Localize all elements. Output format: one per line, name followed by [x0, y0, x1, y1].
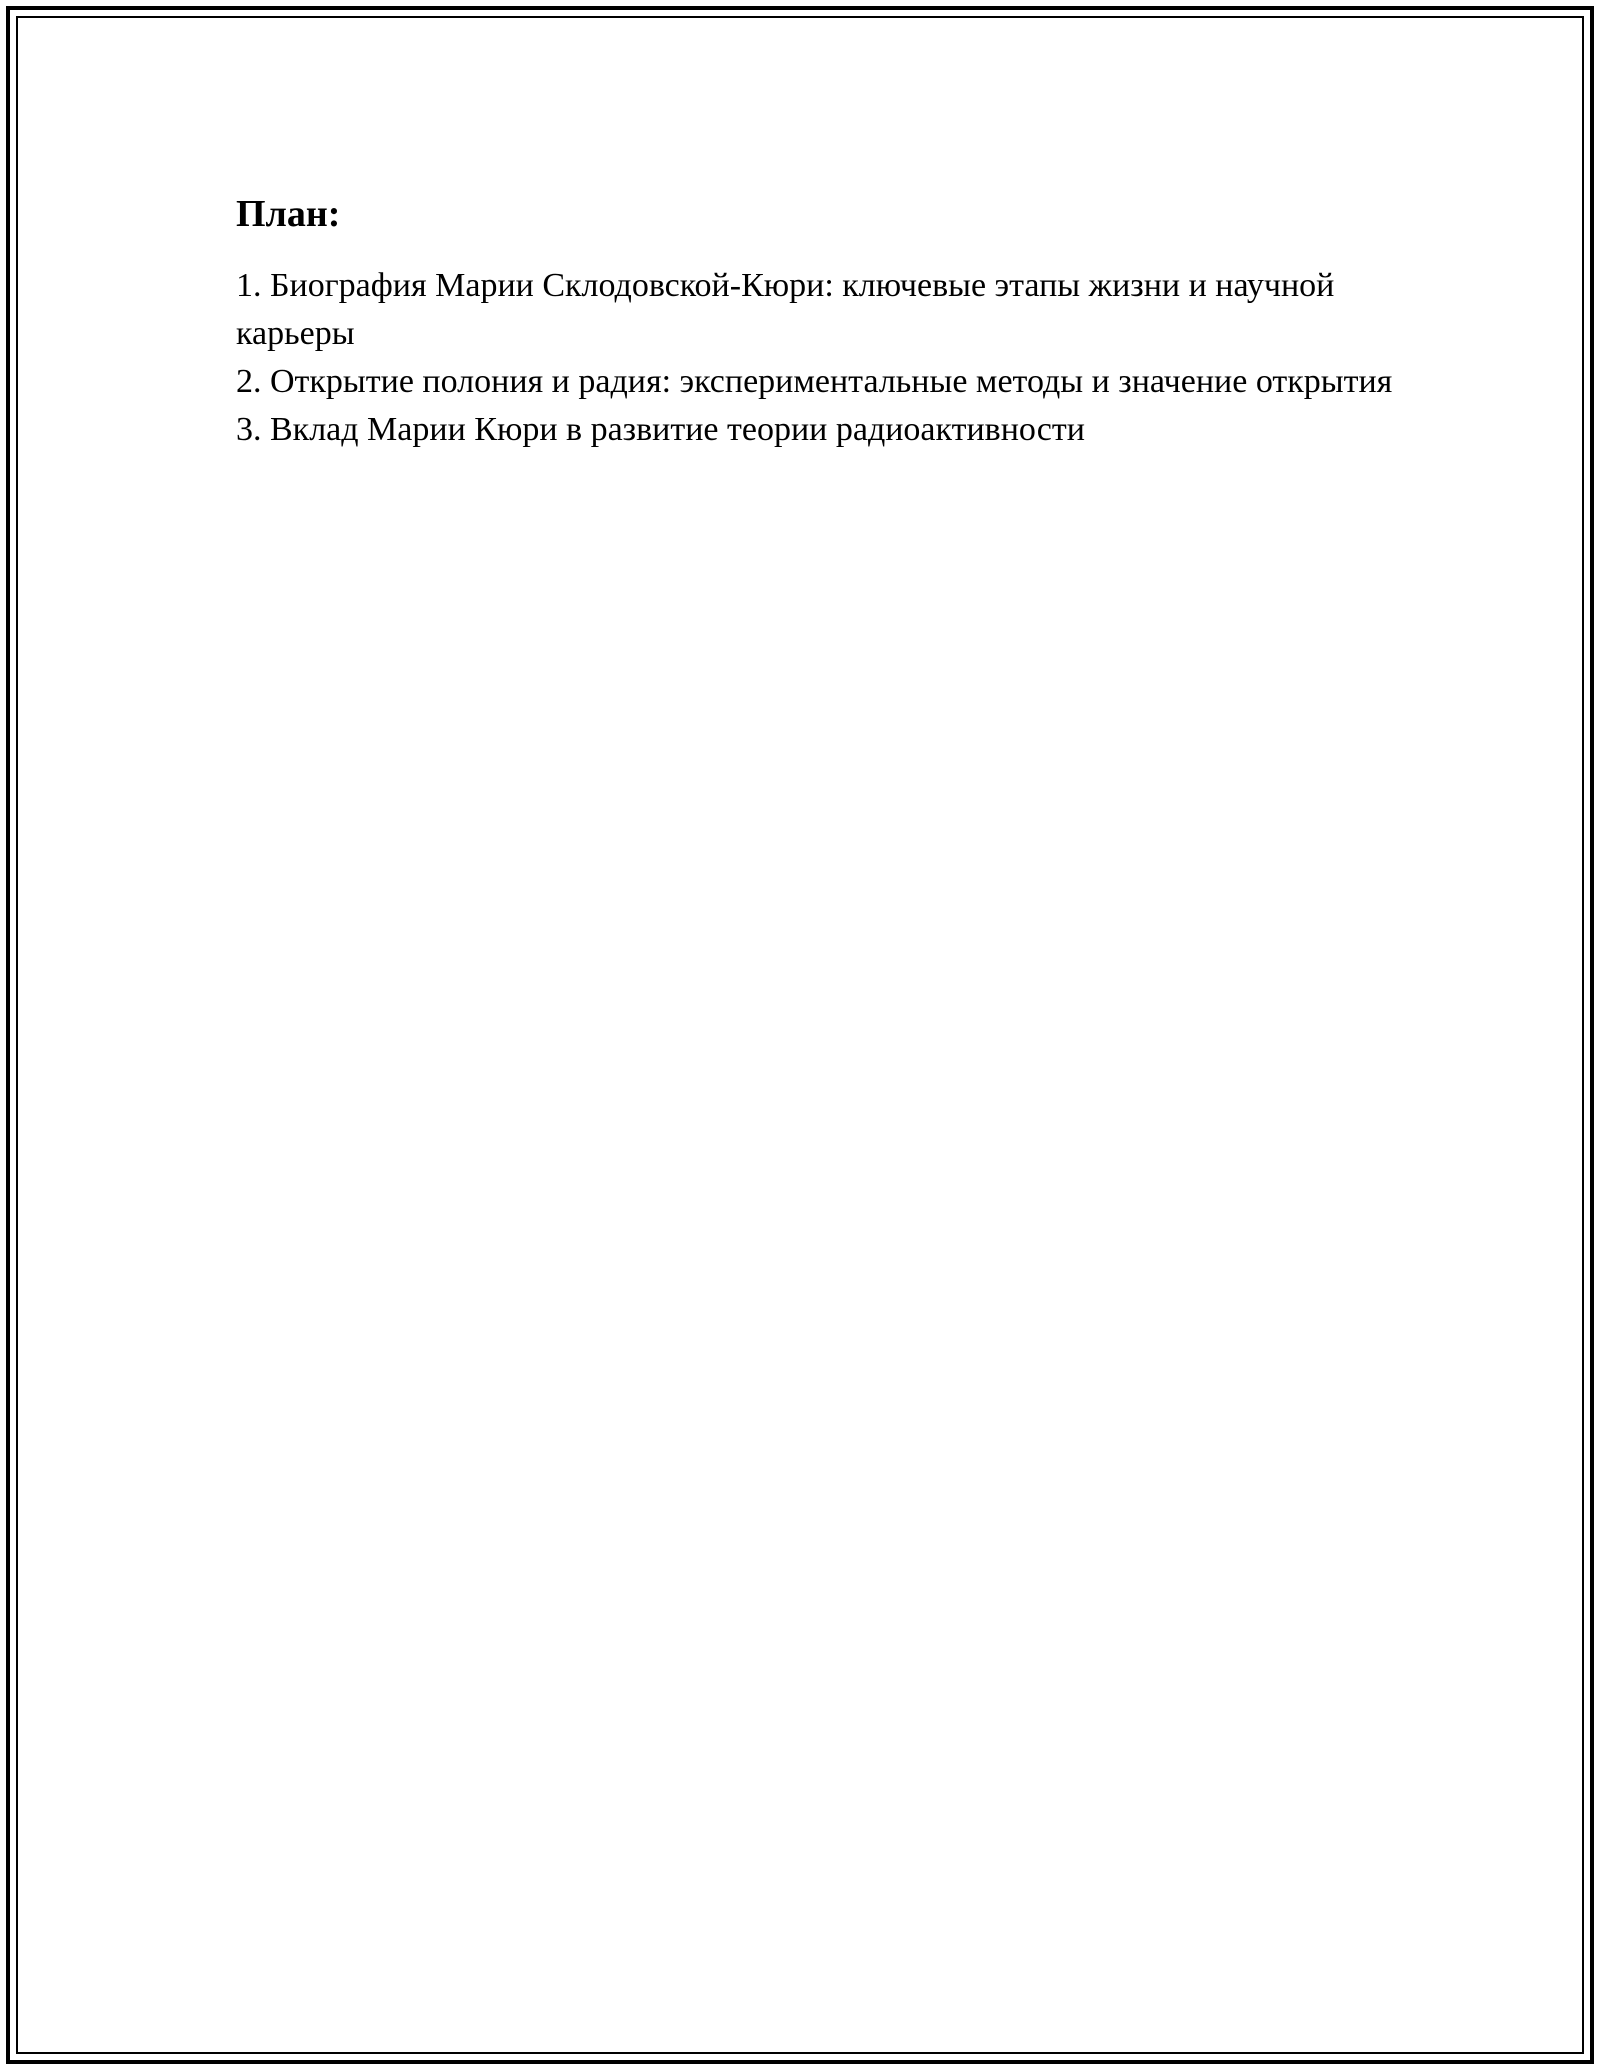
plan-item-2: 2. Открытие полония и радия: экспериментальные методы и значение открытия	[236, 363, 1393, 400]
plan-item-3: 3. Вклад Марии Кюри в развитие теории радиоактивности	[236, 411, 1085, 448]
document-body	[236, 186, 1396, 454]
plan-item-1: 1. Биография Марии Склодовской-Кюри: ключевые этапы жизни и научной карьеры	[236, 267, 1335, 352]
plan-list	[236, 262, 1396, 454]
page-title: План:	[236, 193, 341, 235]
